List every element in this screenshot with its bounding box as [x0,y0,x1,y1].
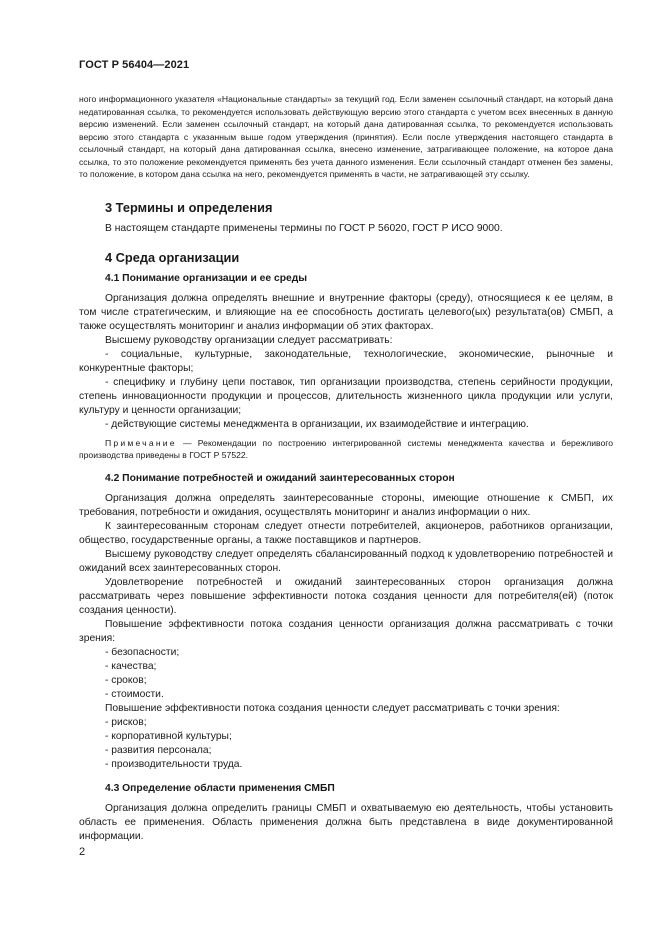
s41-paragraph-2: Высшему руководству организации следует рассматривать: [105,334,393,346]
list-item: - производительности труда. [105,758,243,770]
list-item: - безопасности; [105,646,180,658]
s42-paragraph-1: Организация должна определять заинтересованные стороны, имеющие отношение к СМБП, их требования, потребности и ожидания, осуществлять мониторинг и анализ информации о них. [79,492,613,518]
s41-bullet-2: - специфику и глубину цепи поставок, тип организации производства, степень серийности продукции, степень инновационности продукции и процессов, длительность жизненного цикла продукции или услуги, культуру и ценности организации; [79,376,613,416]
list-item: - сроков; [105,674,147,686]
list-item: - рисков; [105,716,147,728]
s41-paragraph-1: Организация должна определять внешние и внутренние факторы (среду), относящиеся к ее целям, в том числе стратегическим, и влияющие на ее способность достигать целевого(ых) результата(ов) СМБП, а также осуществлять мониторинг и анализ информации об этих факторах. [79,292,613,332]
s43-paragraph-1: Организация должна определить границы СМБП и охватываемую ею деятельность, чтобы установить область ее применения. Область применения должна быть представлена в виде документированной информации. [79,802,613,842]
s41-note [79,437,613,462]
section-4-title: 4 Среда организации [105,249,240,265]
s41-bullet-3: - действующие системы менеджмента в организации, их взаимодействие и интеграцию. [105,418,529,430]
document-body [79,93,613,844]
list-item: - качества; [105,660,157,672]
list-item: - корпоративной культуры; [105,730,232,742]
s42-paragraph-5: Повышение эффективности потока создания ценности организация должна рассматривать с точки зрения: [79,618,613,644]
s42-paragraph-3: Высшему руководству следует определять сбалансированный подход к удовлетворению потребностей и ожиданий всех заинтересованных сторон. [79,548,613,574]
section-4-3-title: 4.3 Определение области применения СМБП [105,782,335,794]
s42-paragraph-2: К заинтересованным сторонам следует отнести потребителей, акционеров, работников организации, общество, государственные органы, а также поставщиков и партнеров. [79,520,613,546]
section-4-2-title: 4.2 Понимание потребностей и ожиданий заинтересованных сторон [105,472,455,484]
page-number: 2 [79,846,86,858]
intro-paragraph: ного информационного указателя «Национальные стандарты» за текущий год. Если заменен ссылочный стандарт, на который дана недатированная ссылка, то рекомендуется использовать действующую версию этого стандарта с учетом всех внесенных в данную версию изменений. Если заменен ссылочный стандарт, на который дана датированная ссылка, то рекомендуется использовать версию этого стандарта с указанным выше годом утверждения (принятия). Если после утверждения настоящего стандарта в ссылочный стандарт, на который дана датированная ссылка, внесено изменение, затрагивающее положение, на которое дана ссылка, то это положение рекомендуется применять без учета данного изменения. Если ссылочный стандарт отменен без замены, то положение, в котором дана ссылка на него, рекомендуется применять в части, не затрагивающей эту ссылку. [79,94,613,179]
note-text: — Рекомендации по построению интегрированной системы менеджмента качества и бережливого производства приведены в ГОСТ Р 57522. [79,437,613,460]
list-item: - развития персонала; [105,744,212,756]
s42-paragraph-4: Удовлетворение потребностей и ожиданий заинтересованных сторон организация должна рассматривать через повышение эффективности потока создания ценности для потребителя(ей) (поток создания ценности). [79,576,613,616]
document-header: ГОСТ Р 56404—2021 [79,59,190,71]
note-label: Примечание [105,437,177,448]
s42-paragraph-6: Повышение эффективности потока создания ценности следует рассматривать с точки зрения: [105,702,560,714]
section-3-text: В настоящем стандарте применены термины по ГОСТ Р 56020, ГОСТ Р ИСО 9000. [105,222,503,234]
list-item: - стоимости. [105,688,164,700]
s41-bullet-1: - социальные, культурные, законодательные, технологические, экономические, рыночные и конкурентные факторы; [79,348,613,374]
section-4-1-title: 4.1 Понимание организации и ее среды [105,272,308,284]
section-3-title: 3 Термины и определения [105,199,273,215]
